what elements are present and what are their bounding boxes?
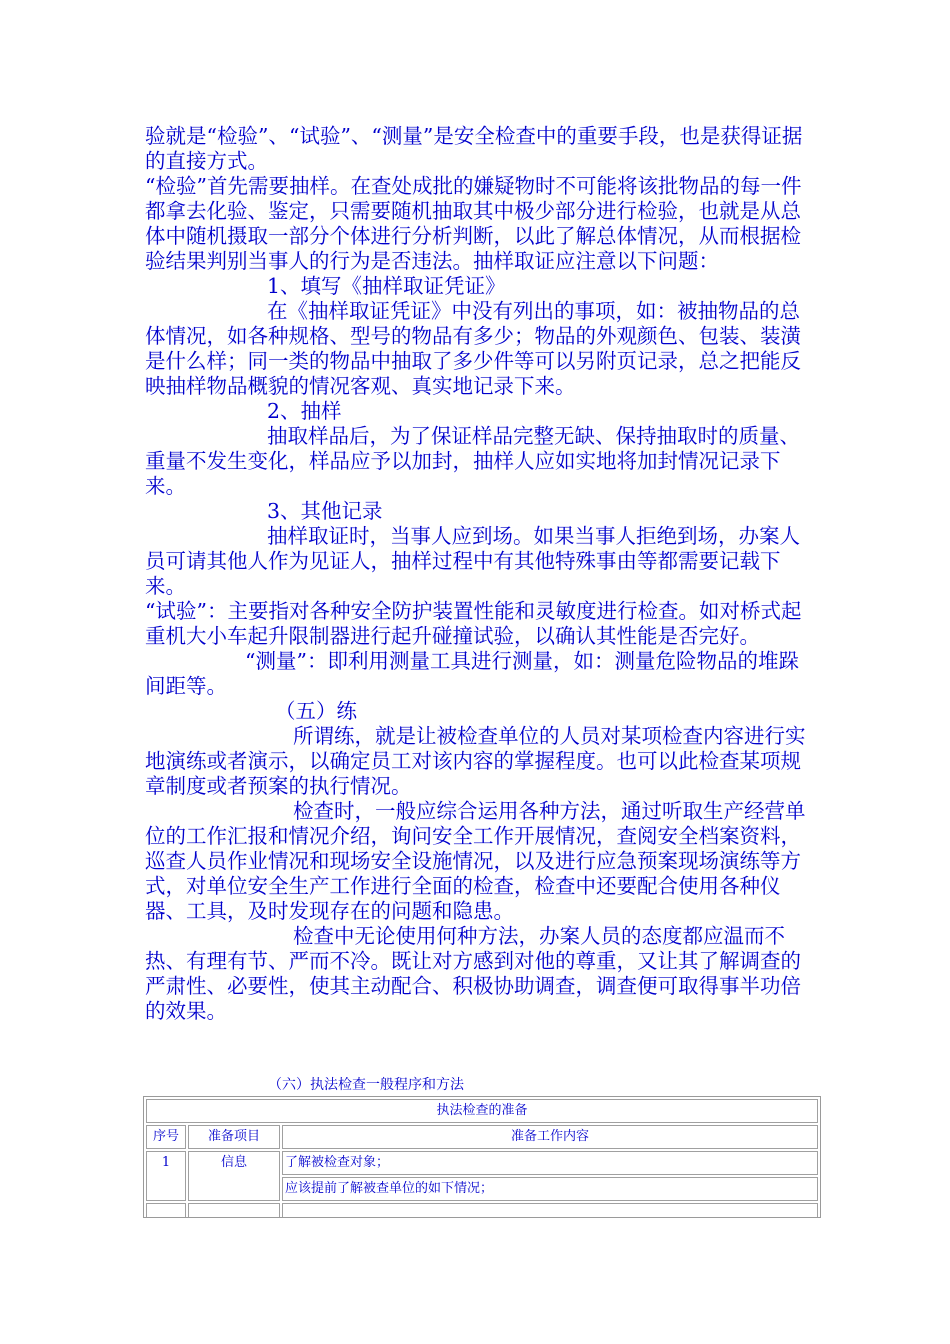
preparation-table — [143, 1096, 821, 1218]
paragraph: 检查时，一般应综合运用各种方法，通过听取生产经营单位的工作汇报和情况介绍，询问安全工作开展情况，查阅安全档案资料，巡查人员作业情况和现场安全设施情况，以及进行应急预案现场演练等方式，对单位安全生产工作进行全面的检查，检查中还要配合使用各种仪器、工具，及时发现存在的问题和隐患。 — [145, 799, 806, 923]
cell-content-1: 了解被检查对象； — [282, 1151, 818, 1175]
cell-content-2: 应该提前了解被查单位的如下情况； — [282, 1177, 818, 1201]
table-caption: 执法检查的准备 — [146, 1099, 818, 1123]
cell-empty — [188, 1203, 280, 1218]
paragraph: （五）练 — [275, 699, 357, 723]
cell-empty — [146, 1203, 186, 1218]
paragraph: “检验”首先需要抽样。在查处成批的嫌疑物时不可能将该批物品的每一件都拿去化验、鉴定，只需要随机抽取其中极少部分进行检验，也就是从总体中随机摄取一部分个体进行分析判断，以此了解总体情况，从而根据检验结果判别当事人的行为是否违法。抽样取证应注意以下问题： — [145, 174, 802, 273]
paragraph: 在《抽样取证凭证》中没有列出的事项，如：被抽物品的总体情况，如各种规格、型号的物品有多少；物品的外观颜色、包装、装潢是什么样；同一类的物品中抽取了多少件等可以另附页记录，总之把能反映抽样物品概貌的情况客观、真实地记录下来。 — [145, 299, 801, 398]
cell-no: 1 — [146, 1151, 186, 1201]
paragraph: 抽取样品后，为了保证样品完整无缺、保持抽取时的质量、重量不发生变化，样品应予以加封，抽样人应如实地将加封情况记录下来。 — [145, 424, 800, 498]
paragraph: 2、抽样 — [267, 399, 342, 423]
paragraph: 1、填写《抽样取证凭证》 — [267, 274, 506, 298]
document-body — [145, 124, 810, 1024]
cell-empty — [282, 1203, 818, 1218]
header-content: 准备工作内容 — [282, 1125, 818, 1149]
section-title: （六）执法检查一般程序和方法 — [268, 1077, 464, 1093]
cell-item: 信息 — [188, 1151, 280, 1201]
paragraph: “测量”：即利用测量工具进行测量，如：测量危险物品的堆跺间距等。 — [145, 649, 799, 698]
paragraph: “试验”：主要指对各种安全防护装置性能和灵敏度进行检查。如对桥式起重机大小车起升限制器进行起升碰撞试验，以确认其性能是否完好。 — [145, 599, 802, 648]
paragraph: 3、其他记录 — [267, 499, 383, 523]
paragraph: 验就是“检验”、“试验”、“测量”是安全检查中的重要手段，也是获得证据的直接方式。 — [145, 124, 803, 173]
paragraph: 抽样取证时，当事人应到场。如果当事人拒绝到场，办案人员可请其他人作为见证人，抽样过程中有其他特殊事由等都需要记载下来。 — [145, 524, 800, 598]
paragraph: 检查中无论使用何种方法，办案人员的态度都应温而不热、有理有节、严而不冷。既让对方感到对他的尊重，又让其了解调查的严肃性、必要性，使其主动配合、积极协助调查，调查便可取得事半功倍的效果。 — [145, 924, 801, 1023]
header-item: 准备项目 — [188, 1125, 280, 1149]
paragraph: 所谓练，就是让被检查单位的人员对某项检查内容进行实地演练或者演示，以确定员工对该内容的掌握程度。也可以此检查某项规章制度或者预案的执行情况。 — [145, 724, 806, 798]
header-no: 序号 — [146, 1125, 186, 1149]
